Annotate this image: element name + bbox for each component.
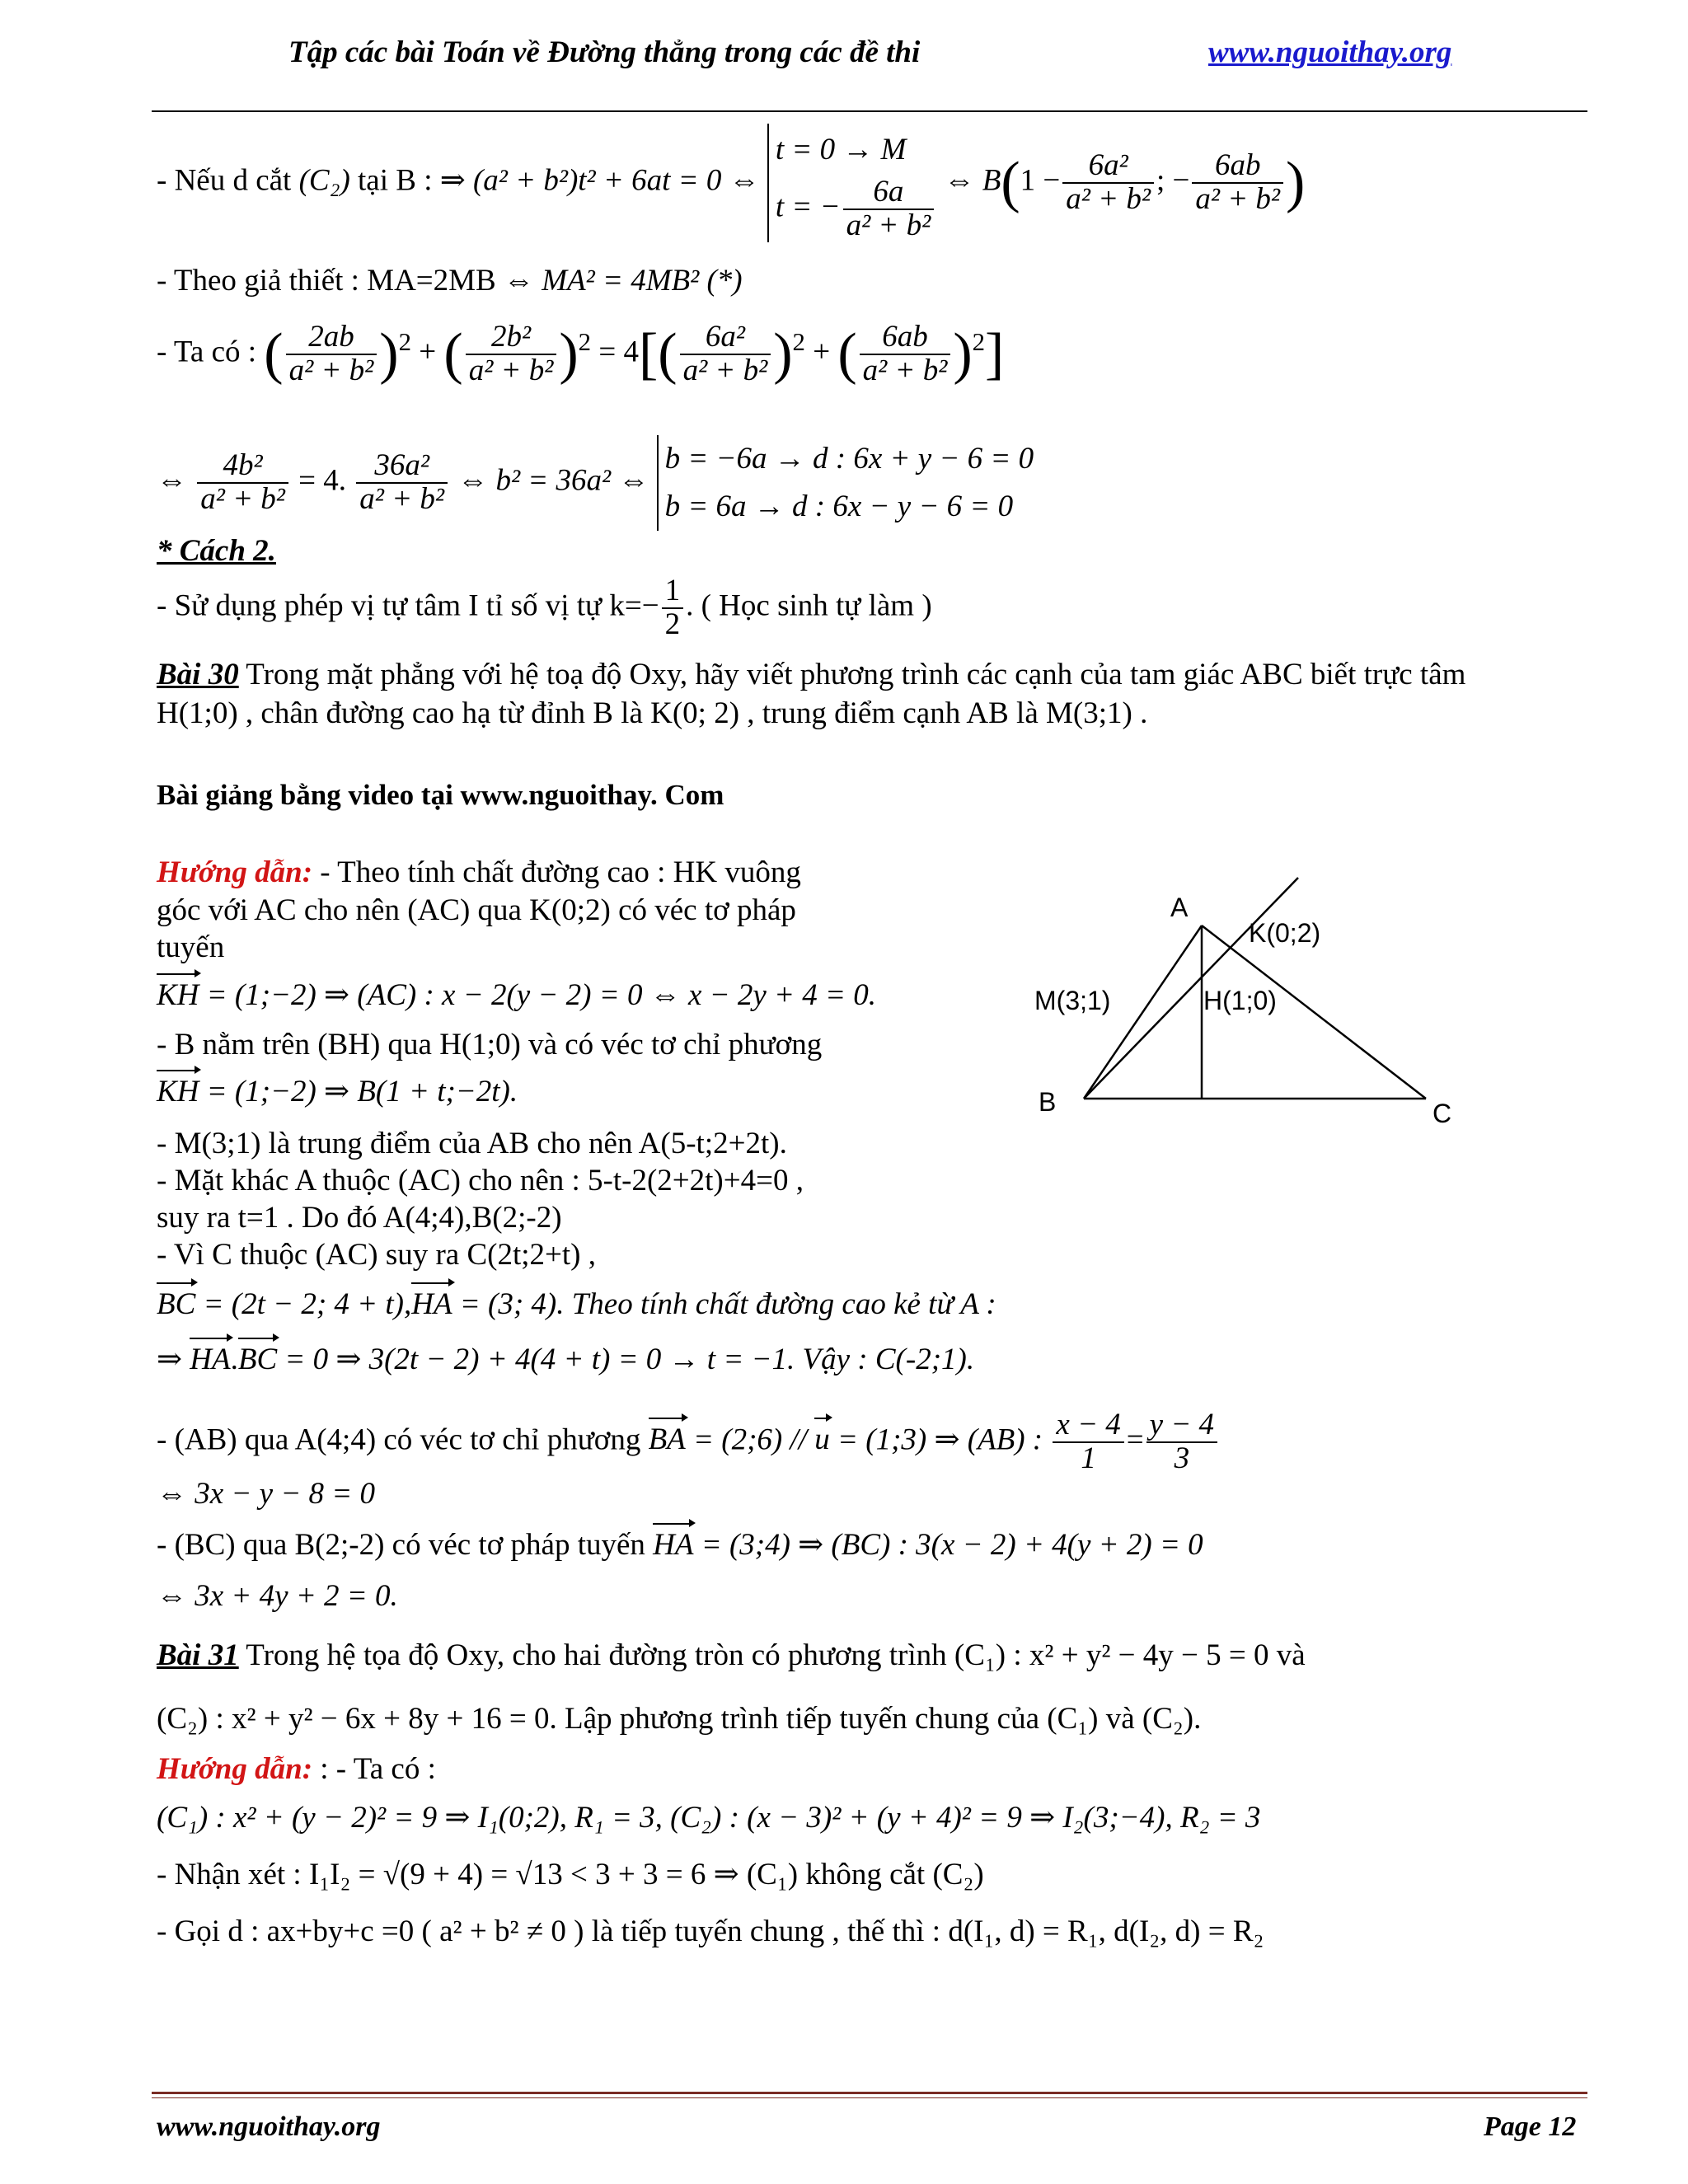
label-k: K(0;2) (1249, 918, 1321, 948)
page-number: Page 12 (1484, 2111, 1577, 2142)
line-ta-co: - Ta có : ( $\frac{2ab}{\text{a² + b²}}$ )$^2$ + ( $\frac{\text{2b²}}{\text{a² + b²}}$ )$^2$ = 4[( $\frac{\text{6a²}}{\text{a² + b²}}$ )$^2$ + ( $\frac{6ab}{\text{a² + b²}}$ )$^2$] (157, 320, 1005, 387)
label-h: H(1;0) (1203, 986, 1277, 1015)
triangle-diagram (1030, 869, 1558, 1141)
line-solve-b: ⇔ $\frac{\text{4b²}}{\text{a² + b²}}$ = 4. $\frac{\text{36a²}}{\text{a² + b²}}$ ⇔ b² = 36a² ⇔ b = −6a → d : 6x + y − 6 = 0 b = 6a → d : 6x − y − 6 = 0 (157, 435, 1034, 531)
guide-30-line-16: ⇔ 3x + 4y + 2 = 0. (157, 1579, 398, 1613)
header-site-link[interactable]: www.nguoithay.org (1208, 35, 1452, 69)
header-rule (152, 110, 1587, 112)
guide-31-line-3: - Nhận xét : I₁I₂ = √(9 + 4) = √13 < 3 + 3 = 6 ⇒ (C₁) không cắt (C₂) (157, 1858, 984, 1891)
guide-30-line-9: suy ra t=1 . Do đó A(4;4),B(2;-2) (157, 1201, 562, 1235)
problem-30-cont: H(1;0) , chân đường cao hạ từ đỉnh B là K(0; 2) , trung điểm cạnh AB là M(3;1) . (157, 696, 1148, 730)
guide-30-line-1: Hướng dẫn: - Theo tính chất đường cao : HK vuông (157, 855, 801, 889)
guide-31-line-2: (C₁) : x² + (y − 2)² = 9 ⇒ I₁(0;2), R₁ = 3, (C₂) : (x − 3)² + (y + 4)² = 9 ⇒ I₂(3;−4), R₂ = 3 (157, 1801, 1261, 1835)
guide-30-line-4: KH = (1;−2) ⇒ (AC) : x − 2(y − 2) = 0 ⇔ x − 2y + 4 = 0. (157, 977, 876, 1015)
label-c: C (1432, 1099, 1452, 1128)
header-title: Tập các bài Toán về Đường thẳng trong các đề thi (288, 35, 921, 69)
video-note: Bài giảng bằng video tại www.nguoithay. Com (157, 779, 724, 811)
guide-30-line-15: - (BC) qua B(2;-2) có véc tơ pháp tuyến HA = (3;4) ⇒ (BC) : 3(x − 2) + 4(y + 2) = 0 (157, 1526, 1203, 1564)
system-b-values: b = −6a → d : 6x + y − 6 = 0 b = 6a → d : 6x − y − 6 = 0 (657, 435, 1034, 531)
guide-30-line-10: - Vì C thuộc (AC) suy ra C(2t;2+t) , (157, 1238, 596, 1272)
guide-30-line-5: - B nằm trên (BH) qua H(1;0) và có véc tơ chỉ phương (157, 1028, 823, 1062)
guide-30-line-11: BC = (2t − 2; 4 + t),HA = (3; 4). Theo tính chất đường cao kẻ từ A : (157, 1286, 996, 1324)
line-intersection-c2: - Nếu d cắt (C₂) tại B : ⇒ (a² + b²)t² + 6at = 0 ⇔ t = 0 → M t = − $\frac{6a}{\text{a² + b²}}$ ⇔ B(1 − $\frac{\text{6a²}}{\text{a² + b²}}$ ; − $\frac{6ab}{\text{a² + b²}}$ ) (157, 124, 1305, 242)
guide-30-line-6: KH = (1;−2) ⇒ B(1 + t;−2t). (157, 1073, 518, 1111)
problem-31: Bài 31 Trong hệ tọa độ Oxy, cho hai đường tròn có phương trình (C₁) : x² + y² − 4y − 5 = 0 và (157, 1638, 1306, 1672)
guide-31-line-1: Hướng dẫn: : - Ta có : (157, 1752, 436, 1786)
cach-2-heading: * Cách 2. (157, 534, 276, 568)
label-b: B (1039, 1087, 1057, 1117)
label-a: A (1170, 893, 1189, 922)
guide-30-line-7: - M(3;1) là trung điểm của AB cho nên A(5-t;2+2t). (157, 1127, 787, 1160)
system-t-values: t = 0 → M t = − $\frac{6a}{\text{a² + b²}}$ (767, 124, 936, 242)
footer-rule-thin (152, 2097, 1587, 2098)
footer-rule-thick (152, 2092, 1587, 2094)
guide-30-line-12: ⇒ HA.BC = 0 ⇒ 3(2t − 2) + 4(4 + t) = 0 → t = −1. Vậy : C(-2;1). (157, 1341, 974, 1379)
problem-31-cont: (C₂) : x² + y² − 6x + 8y + 16 = 0. Lập phương trình tiếp tuyến chung của (C₁) và (C₂). (157, 1702, 1202, 1736)
guide-30-line-8: - Mặt khác A thuộc (AC) cho nên : 5-t-2(2+2t)+4=0 , (157, 1164, 804, 1197)
line-hypothesis: - Theo giả thiết : MA=2MB ⇔ MA² = 4MB² (*) (157, 264, 743, 298)
guide-30-line-14: ⇔ 3x − y − 8 = 0 (157, 1477, 375, 1511)
guide-30-line-2: góc với AC cho nên (AC) qua K(0;2) có véc tơ pháp (157, 893, 796, 927)
guide-30-line-3: tuyến (157, 930, 225, 964)
line-homothety: - Sử dụng phép vị tự tâm I tỉ số vị tự k=− $\frac{1}{2}$ . ( Học sinh tự làm ) (157, 574, 932, 641)
guide-31-line-4: - Gọi d : ax+by+c =0 ( a² + b² ≠ 0 ) là tiếp tuyến chung , thế thì : d(I₁, d) = R₁, d(I₂, d) = R₂ (157, 1915, 1264, 1948)
footer-site[interactable]: www.nguoithay.org (157, 2111, 381, 2142)
problem-30: Bài 30 Trong mặt phẳng với hệ toạ độ Oxy, hãy viết phương trình các cạnh của tam giác ABC biết trực tâm (157, 658, 1466, 691)
label-m: M(3;1) (1034, 986, 1111, 1015)
guide-30-line-13: - (AB) qua A(4;4) có véc tơ chỉ phương BA = (2;6) // u = (1;3) ⇒ (AB) : $\frac{x - 4}{1}$ = $\frac{y - 4}{3}$ (157, 1409, 1220, 1475)
